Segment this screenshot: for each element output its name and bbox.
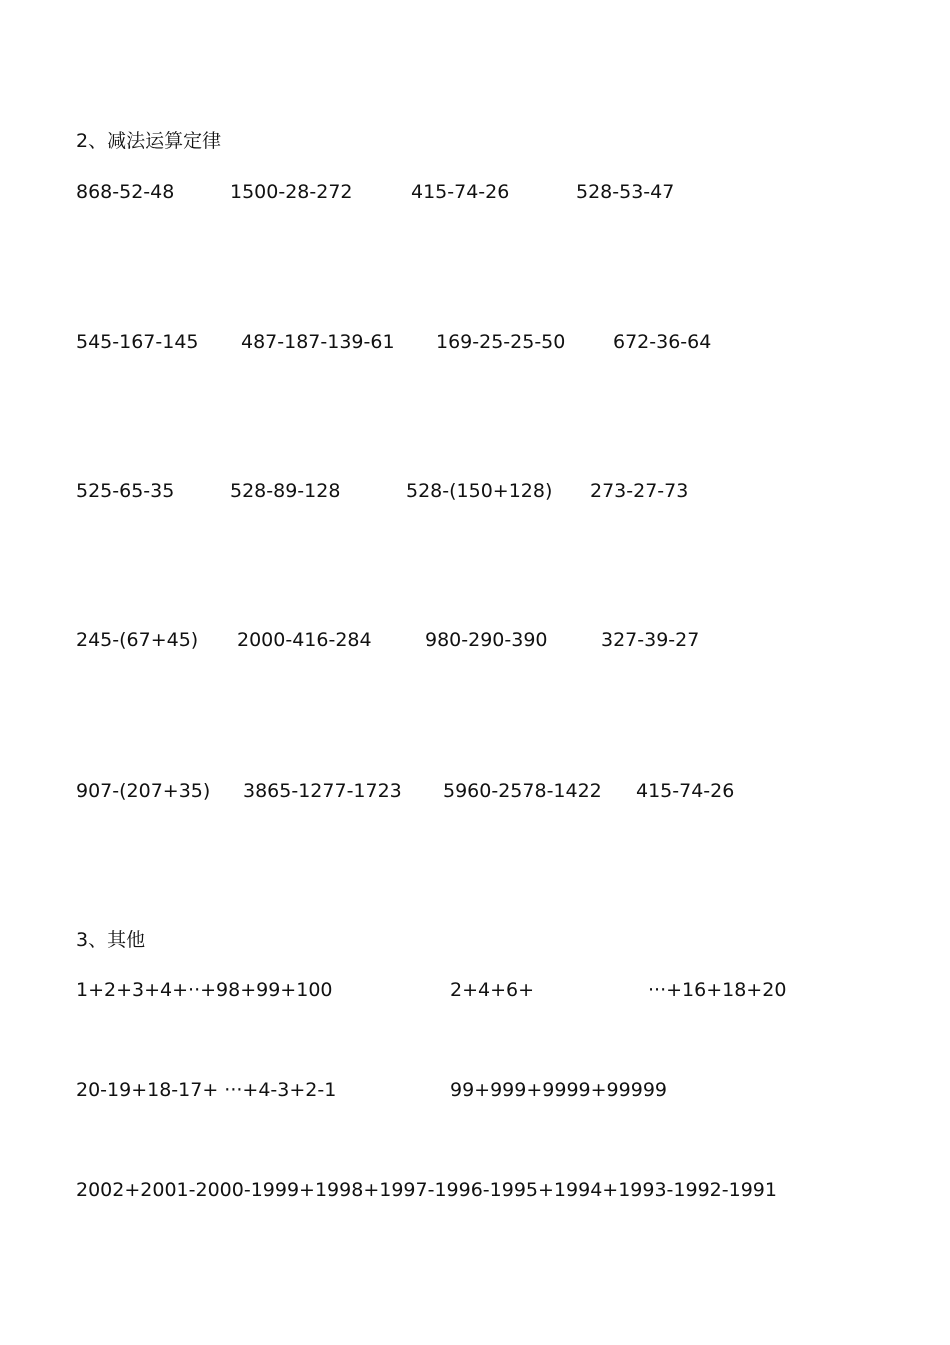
problem-r4-c3: 980-290-390: [425, 629, 548, 651]
problem-r1-c3: 415-74-26: [411, 181, 510, 203]
problem-r4-c1: 245-(67+45): [76, 629, 199, 651]
problem-r1-c1: 868-52-48: [76, 181, 175, 203]
other-r1-c1: 1+2+3+4+··+98+99+100: [76, 979, 333, 1001]
problem-r2-c2: 487-187-139-61: [241, 331, 395, 353]
problem-r3-c1: 525-65-35: [76, 480, 175, 502]
problem-r2-c1: 545-167-145: [76, 331, 199, 353]
problem-r5-c1: 907-(207+35): [76, 780, 211, 802]
problem-r2-c4: 672-36-64: [613, 331, 712, 353]
other-r2-c2: 99+999+9999+99999: [450, 1079, 667, 1101]
problem-r1-c2: 1500-28-272: [230, 181, 353, 203]
problem-r3-c2: 528-89-128: [230, 480, 341, 502]
other-r3: 2002+2001-2000-1999+1998+1997-1996-1995+1994+1993-1992-1991: [76, 1179, 777, 1201]
other-r2-c1: 20-19+18-17+ ···+4-3+2-1: [76, 1079, 337, 1101]
problem-r4-c4: 327-39-27: [601, 629, 700, 651]
problem-r1-c4: 528-53-47: [576, 181, 675, 203]
problem-r5-c4: 415-74-26: [636, 780, 735, 802]
problem-r3-c4: 273-27-73: [590, 480, 689, 502]
other-r1-c2: 2+4+6+: [450, 979, 535, 1001]
section-2-heading: 2、减法运算定律: [76, 130, 222, 152]
section-3-heading: 3、其他: [76, 929, 146, 951]
problem-r2-c3: 169-25-25-50: [436, 331, 566, 353]
problem-r3-c3: 528-(150+128): [406, 480, 553, 502]
problem-r5-c3: 5960-2578-1422: [443, 780, 602, 802]
problem-r5-c2: 3865-1277-1723: [243, 780, 402, 802]
problem-r4-c2: 2000-416-284: [237, 629, 372, 651]
other-r1-c3: ···+16+18+20: [648, 979, 787, 1001]
